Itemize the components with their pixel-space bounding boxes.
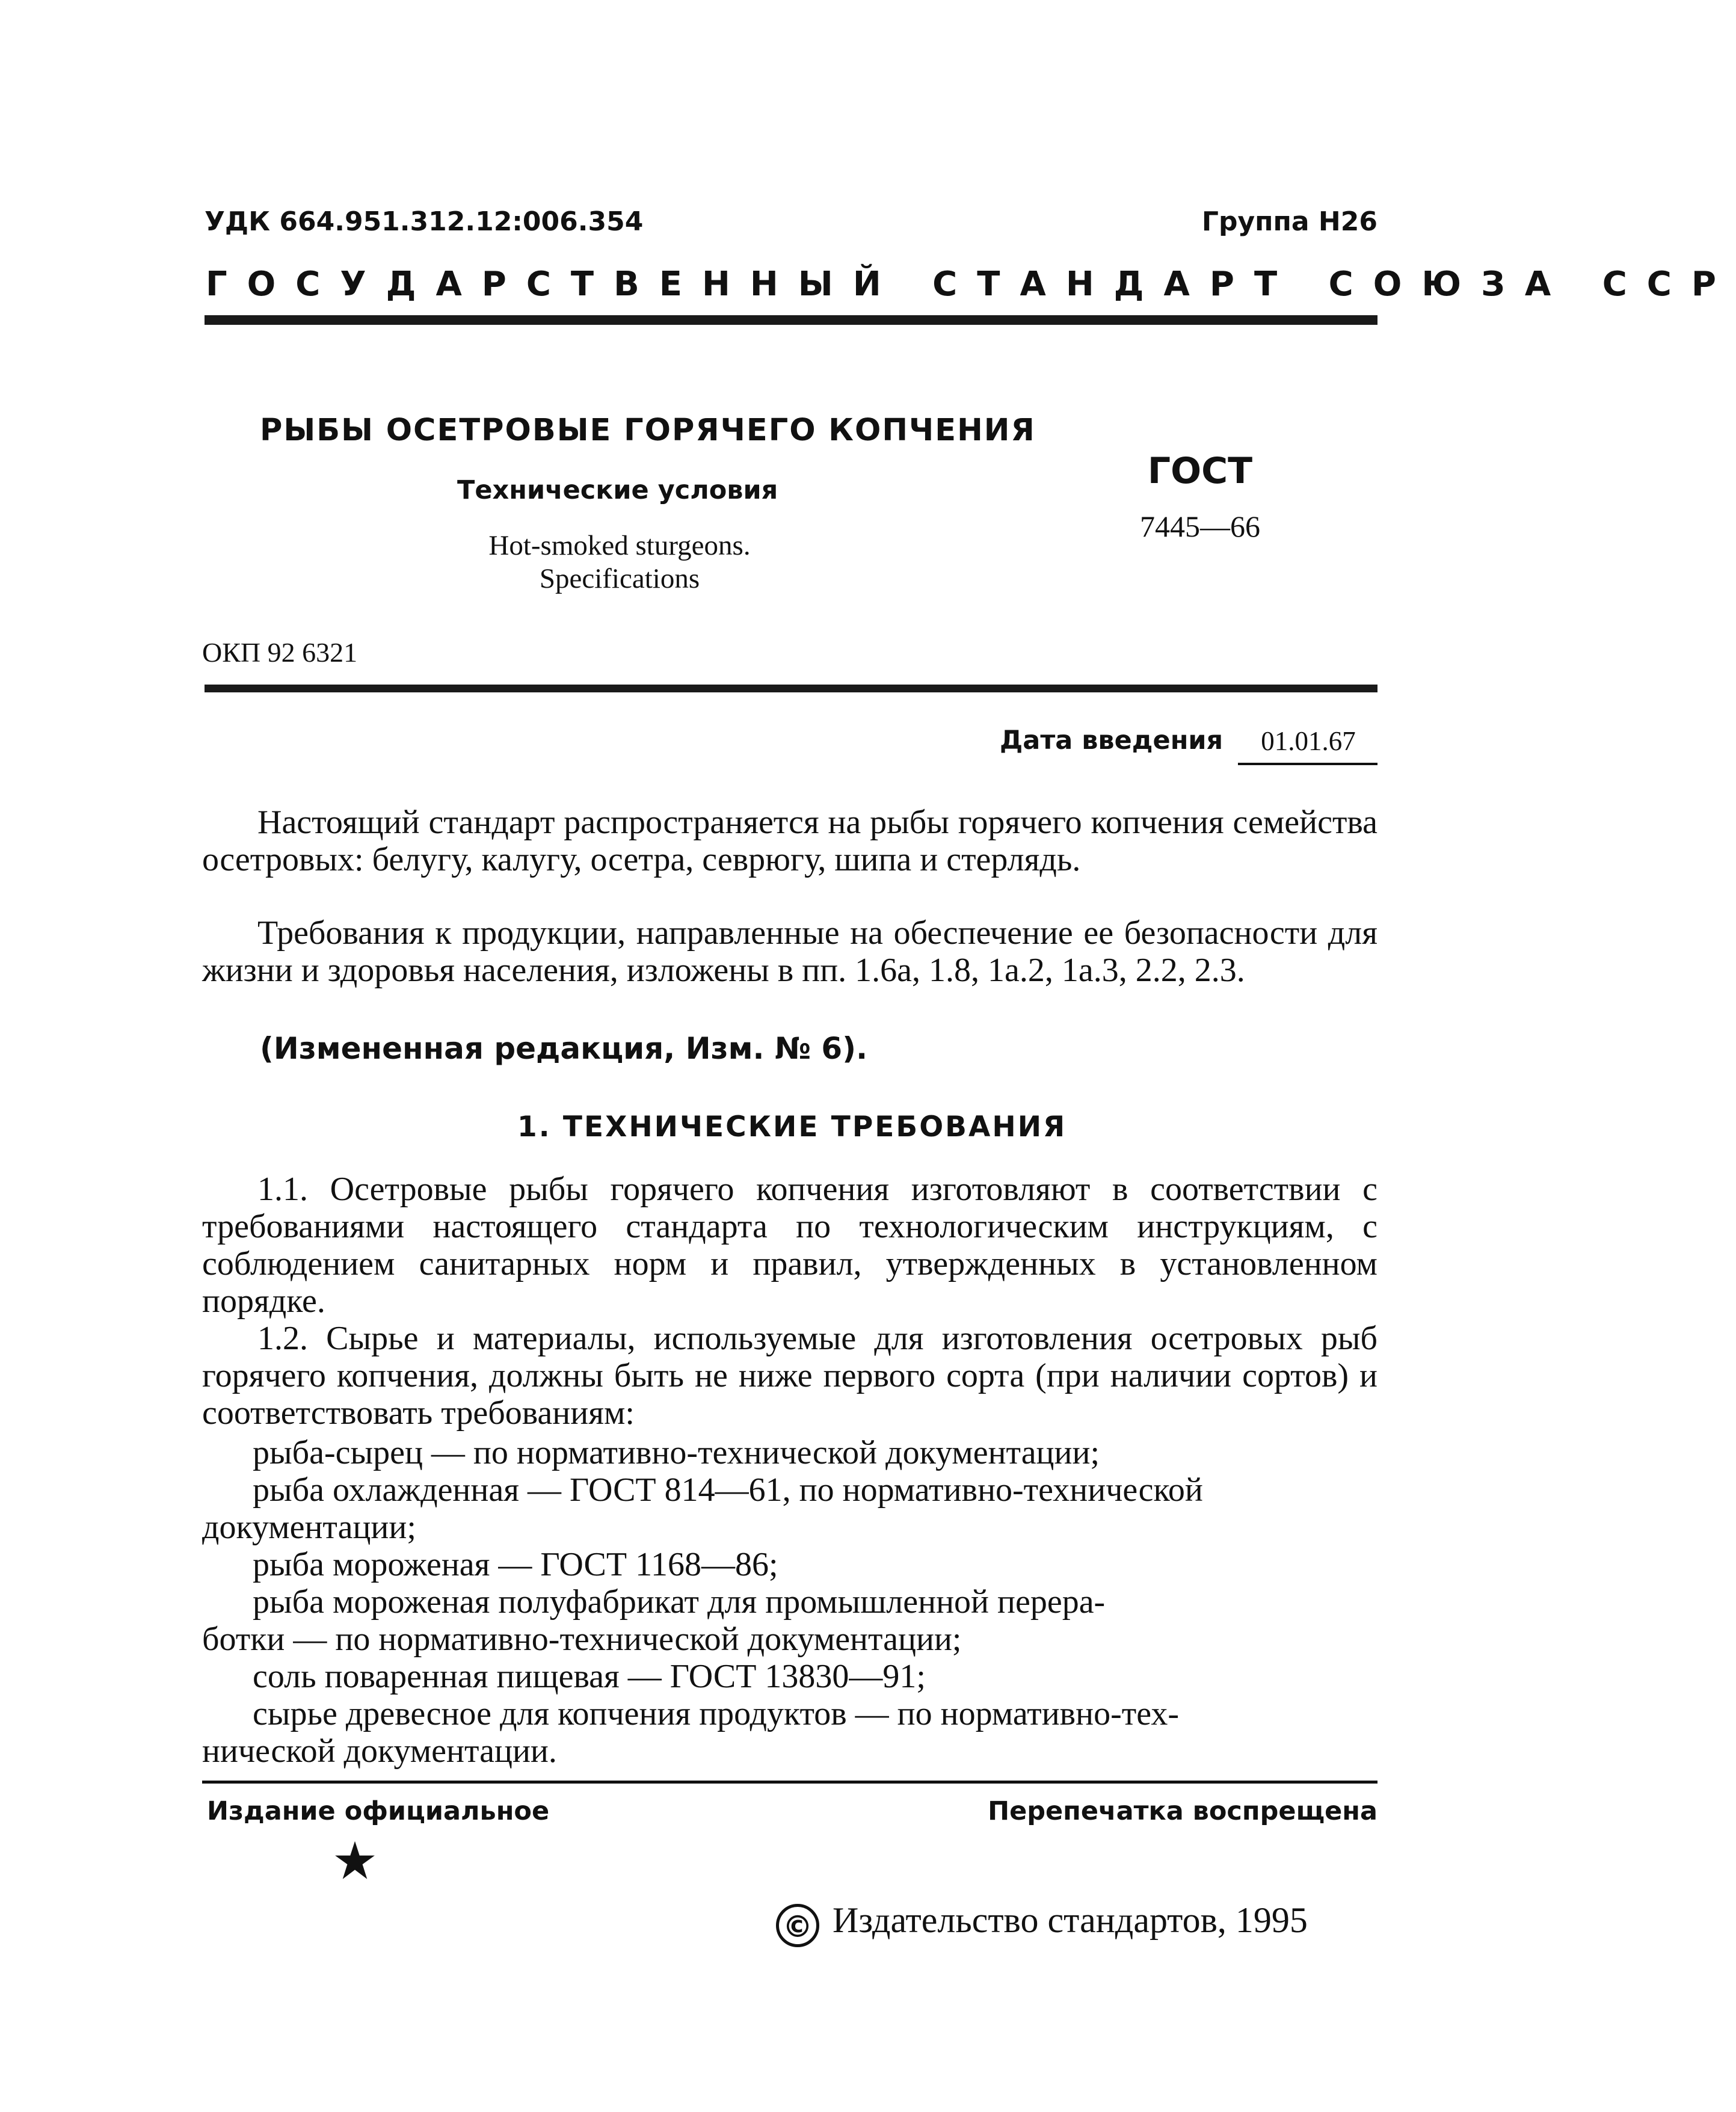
english-title-line2: Specifications — [539, 563, 700, 594]
amendment-note: (Измененная редакция, Изм. № 6). — [260, 1031, 868, 1066]
english-title — [421, 529, 818, 596]
group-code: Группа Н26 — [1201, 206, 1377, 237]
title-block-rule — [205, 685, 1377, 692]
footer-rule — [202, 1781, 1377, 1784]
scope-paragraph: Настоящий стандарт распространяется на рыбы горячего копчения семейства осетровых: белугу, калугу, осетра, севрюгу, шипа и стерлядь. — [202, 804, 1377, 878]
list-item: рыба-сырец — по нормативно-технической документации; — [253, 1434, 1100, 1471]
state-standard-heading: ГОСУДАРСТВЕННЫЙ СТАНДАРТ СОЮЗА ССР — [206, 265, 1736, 304]
list-item-continuation: документации; — [202, 1509, 416, 1546]
clause-1-2: 1.2. Сырье и материалы, используемые для изготовления осетровых рыб горячего копчения, должны быть не ниже первого сорта (при наличии сортов) и соответствовать требованиям: — [202, 1320, 1377, 1432]
clause-1-1: 1.1. Осетровые рыбы горячего копчения изготовляют в соответствии с требованиями настоящего стандарта по технологическим инструкциям, с соблюдением санитарных норм и правил, утвержденных в установленном порядке. — [202, 1171, 1377, 1320]
header-rule — [205, 315, 1377, 325]
list-item: рыба мороженая — ГОСТ 1168—86; — [253, 1546, 778, 1583]
official-edition-label: Издание официальное — [207, 1796, 550, 1826]
english-title-line1: Hot-smoked sturgeons. — [488, 530, 751, 561]
list-item: рыба охлажденная — ГОСТ 814—61, по нормативно-технической — [253, 1471, 1203, 1509]
copyright-line — [776, 1900, 1308, 1947]
intro-date-underline — [1238, 763, 1377, 765]
list-item: рыба мороженая полуфабрикат для промышленной перера- — [253, 1583, 1106, 1621]
copyright-icon: © — [776, 1904, 819, 1947]
list-item: соль поваренная пищевая — ГОСТ 13830—91; — [253, 1658, 926, 1695]
reprint-prohibited-label: Перепечатка воспрещена — [988, 1796, 1377, 1826]
list-item: сырье древесное для копчения продуктов — по нормативно-тех- — [253, 1695, 1179, 1732]
gost-number: 7445—66 — [1140, 510, 1260, 543]
document-subtitle: Технические условия — [457, 475, 778, 505]
document-title: РЫБЫ ОСЕТРОВЫЕ ГОРЯЧЕГО КОПЧЕНИЯ — [260, 413, 1036, 448]
safety-paragraph: Требования к продукции, направленные на обеспечение ее безопасности для жизни и здоровья населения, изложены в пп. 1.6а, 1.8, 1а.2, 1а.3, 2.2, 2.3. — [202, 914, 1377, 989]
intro-date-value: 01.01.67 — [1261, 726, 1356, 756]
gost-label: ГОСТ — [1147, 450, 1253, 492]
copyright-text: Издательство стандартов, 1995 — [833, 1900, 1308, 1940]
udk-code: УДК 664.951.312.12:006.354 — [205, 206, 644, 237]
okp-code: ОКП 92 6321 — [202, 637, 358, 668]
section-title: 1. ТЕХНИЧЕСКИЕ ТРЕБОВАНИЯ — [517, 1110, 1067, 1144]
intro-date-label: Дата введения — [1000, 725, 1224, 756]
list-item-continuation: ботки — по нормативно-технической документации; — [202, 1621, 962, 1658]
star-icon — [334, 1840, 376, 1882]
list-item-continuation: нической документации. — [202, 1732, 557, 1770]
